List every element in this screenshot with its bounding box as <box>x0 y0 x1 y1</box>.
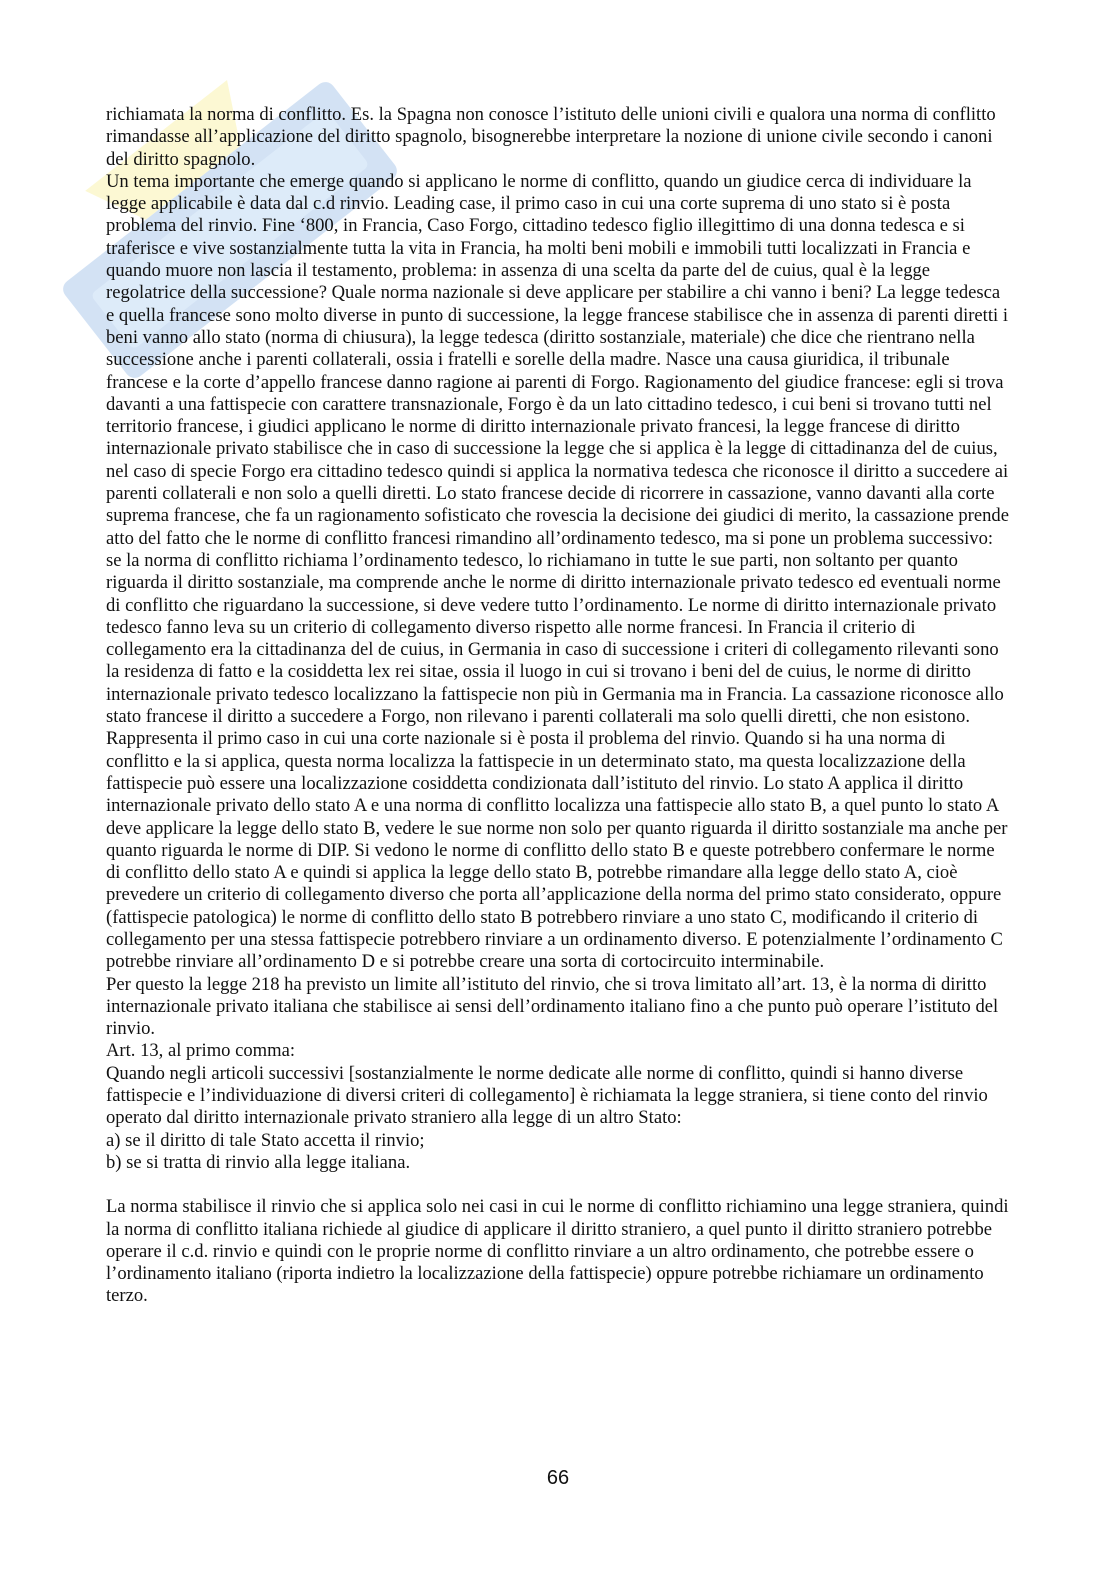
page-number: 66 <box>546 1467 570 1489</box>
list-item: a) se il diritto di tale Stato accetta il rinvio; <box>106 1129 425 1151</box>
list-item: b) se si tratta di rinvio alla legge italiana. <box>106 1151 411 1173</box>
paragraph: richiamata la norma di conflitto. Es. la Spagna non conosce l’istituto delle unioni civili e qualora una norma di conflitto rimandasse all’applicazione del diritto spagnolo, bisognerebbe interpretare la nozione di unione civile secondo i canoni del diritto spagnolo. <box>106 104 996 170</box>
paragraph: Un tema importante che emerge quando si applicano le norme di conflitto, quando un giudice cerca di individuare la legge applicabile è data dal c.d rinvio. Leading case, il primo caso in cui una corte suprema di uno stato si è posta problema del rinvio. Fine ‘800, in Francia, Caso Forgo, cittadino tedesco figlio illegittimo di una donna tedesca e si traferisce e vive sostanzialmente tutta la vita in Francia, ha molti beni mobili e immobili tutti localizzati in Francia e quando muore non lascia il testamento, problema: in assenza di una scelta da parte del de cuius, qual è la legge regolatrice della successione? Quale norma nazionale si deve applicare per stabilire a chi vanno i beni? La legge tedesca e quella francese sono molto diverse in punto di successione, la legge francese stabilisce che in assenza di parenti diretti i beni vanno allo stato (norma di chiusura), la legge tedesca (diritto sostanziale, materiale) che dice che rientrano nella successione anche i parenti collaterali, ossia i fratelli e sorelle della madre. Nasce una causa giuridica, il tribunale francese e la corte d’appello francese danno ragione ai parenti di Forgo. Ragionamento del giudice francese: egli si trova davanti a una fattispecie con carattere transnazionale, Forgo è da un lato cittadino tedesco, i cui beni si trovano tutti nel territorio francese, i giudici applicano le norme di diritto internazionale privato francesi, la legge francese di diritto internazionale privato stabilisce che in caso di successione la legge che si applica è la legge di cittadinanza del de cuius, nel caso di specie Forgo era cittadino tedesco quindi si applica la normativa tedesca che riconosce il diritto a succedere ai parenti collaterali e non solo a quelli diretti. Lo stato francese decide di ricorrere in cassazione, vanno davanti alla corte suprema francese, che fa un ragionamento sofisticato che rovescia la decisione dei giudici di merito, la cassazione prende atto del fatto che le norme di conflitto francesi rimandino all’ordinamento tedesco, ma si pone un problema successivo: se la norma di conflitto richiama l’ordinamento tedesco, lo richiamano in tutte le sue parti, non soltanto per quanto riguarda il diritto sostanziale, ma comprende anche le norme di diritto internazionale privato tedesco ed eventuali norme di conflitto che riguardano la successione, si deve vedere tutto l’ordinamento. Le norme di diritto internazionale privato tedesco fanno leva su un criterio di collegamento diverso rispetto alle norme francesi. In Francia il criterio di collegamento era la cittadinanza del de cuius, in Germania in caso di successione i criteri di collegamento rilevanti sono la residenza di fatto e la cosiddetta lex rei sitae, ossia il luogo in cui si trovano i beni del de cuius, le norme di diritto internazionale privato tedesco localizzano la fattispecie non più in Germania ma in Francia. La cassazione riconosce allo stato francese il diritto a succedere a Forgo, non rilevano i parenti collaterali ma solo quelli diretti, che non esistono. <box>106 170 1009 728</box>
paragraph-spacer <box>106 1174 1011 1196</box>
closing-paragraph: La norma stabilisce il rinvio che si applica solo nei casi in cui le norme di conflitto richiamino una legge straniera, quindi la norma di conflitto italiana richiede al giudice di applicare il diritto straniero, a quel punto il diritto straniero potrebbe operare il c.d. rinvio e quindi con le proprie norme di conflitto rinviare a un altro ordinamento, che potrebbe essere o l’ordinamento italiano (riporta indietro la localizzazione della fattispecie) oppure potrebbe richiamare un ordinamento terzo. <box>106 1196 1009 1307</box>
paragraph: Rappresenta il primo caso in cui una corte nazionale si è posta il problema del rinvio. Quando si ha una norma di conflitto e la si applica, questa norma localizza la fattispecie in un determinato stato, ma questa localizzazione della fattispecie può essere una localizzazione cosiddetta condizionata dall’istituto del rinvio. Lo stato A applica il diritto internazionale privato dello stato A e una norma di conflitto localizza una fattispecie allo stato B, a quel punto lo stato A deve applicare la legge dello stato B, vedere le sue norme non solo per quanto riguarda il diritto sostanziale ma anche per quanto riguarda le norme di DIP. Si vedono le norme di conflitto dello stato B e queste potrebbero confermare le norme di conflitto dello stato A e quindi si applica la legge dello stato B, potrebbe rimandare alla legge dello stato A, cioè prevedere un criterio di collegamento diverso che porta all’applicazione della norma del primo stato considerato, oppure (fattispecie patologica) le norme di conflitto dello stato B potrebbero rinviare a uno stato C, modificando il criterio di collegamento per una stessa fattispecie potrebbero rinviare a un ordinamento diverso. E potenzialmente l’ordinamento C potrebbe rinviare all’ordinamento D e si potrebbe creare una sorta di cortocircuito interminabile. <box>106 728 1008 973</box>
paragraph: Art. 13, al primo comma: <box>106 1040 295 1062</box>
document-body <box>106 104 1011 1308</box>
paragraph: Per questo la legge 218 ha previsto un limite all’istituto del rinvio, che si trova limitato all’art. 13, è la norma di diritto internazionale privato italiana che stabilisce ai sensi dell’ordinamento italiano fino a che punto può operare l’istituto del rinvio. <box>106 973 999 1040</box>
paragraph: Quando negli articoli successivi [sostanzialmente le norme dedicate alle norme di conflitto, quindi si hanno diverse fattispecie e l’individuazione di diversi criteri di collegamento] è richiamata la legge straniera, si tiene conto del rinvio operato dal diritto internazionale privato straniero alla legge di un altro Stato: <box>106 1062 988 1129</box>
